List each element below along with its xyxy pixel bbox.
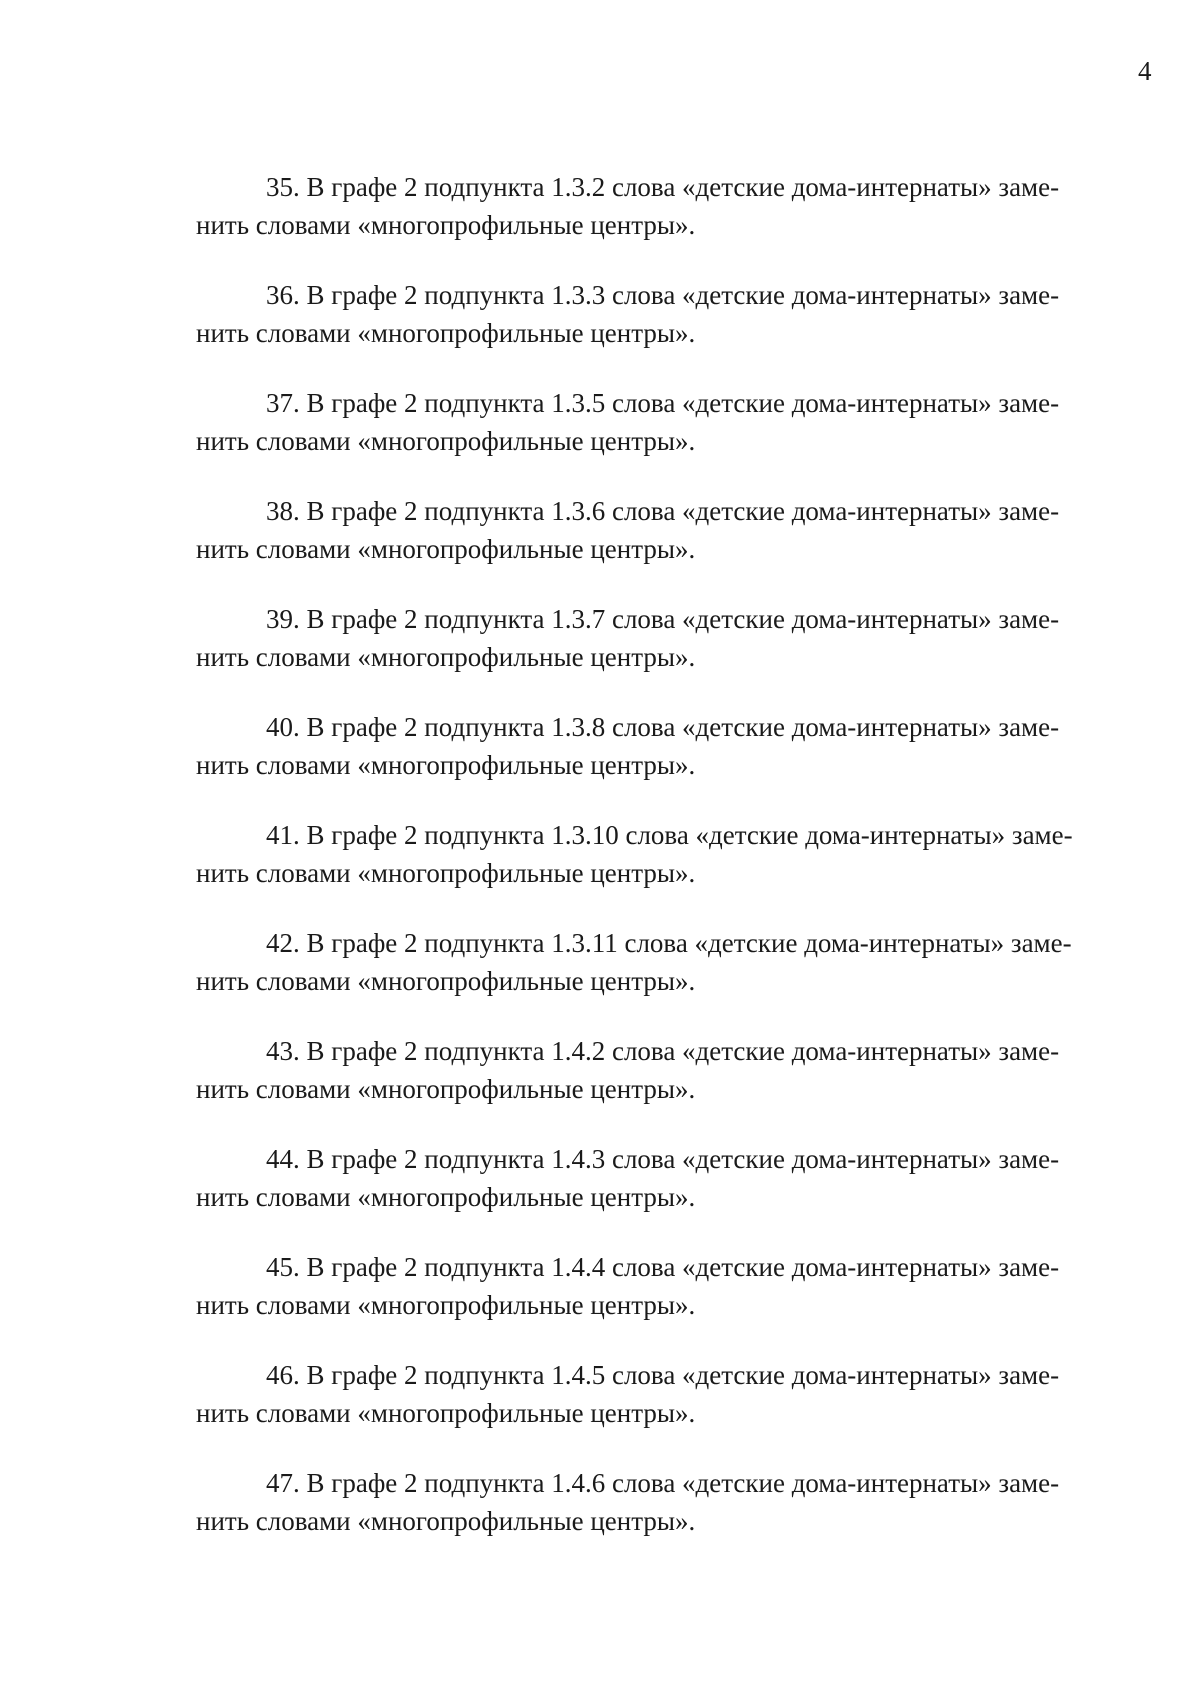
paragraph-item-44 — [196, 1140, 1126, 1248]
paragraph-line: нить словами «многопрофильные центры». — [196, 1074, 696, 1104]
paragraph-item-47 — [196, 1464, 1126, 1572]
paragraph-line: 42. В графе 2 подпункта 1.3.11 слова «детские дома-интернаты» заме- — [266, 928, 1072, 958]
paragraph-line: 36. В графе 2 подпункта 1.3.3 слова «детские дома-интернаты» заме- — [266, 280, 1060, 310]
paragraph-item-42 — [196, 924, 1126, 1032]
paragraph-line: нить словами «многопрофильные центры». — [196, 750, 696, 780]
paragraph-item-40 — [196, 708, 1126, 816]
paragraph-line: нить словами «многопрофильные центры». — [196, 210, 696, 240]
paragraph-line: нить словами «многопрофильные центры». — [196, 642, 696, 672]
document-body — [196, 168, 1126, 1572]
paragraph-line: нить словами «многопрофильные центры». — [196, 318, 696, 348]
paragraph-item-39 — [196, 600, 1126, 708]
page-number: 4 — [1138, 56, 1152, 86]
paragraph-line: нить словами «многопрофильные центры». — [196, 966, 696, 996]
paragraph-line: нить словами «многопрофильные центры». — [196, 1182, 696, 1212]
paragraph-item-41 — [196, 816, 1126, 924]
paragraph-item-36 — [196, 276, 1126, 384]
paragraph-line: нить словами «многопрофильные центры». — [196, 858, 696, 888]
paragraph-line: 40. В графе 2 подпункта 1.3.8 слова «детские дома-интернаты» заме- — [266, 712, 1060, 742]
paragraph-item-37 — [196, 384, 1126, 492]
paragraph-line: нить словами «многопрофильные центры». — [196, 426, 696, 456]
paragraph-line: 45. В графе 2 подпункта 1.4.4 слова «детские дома-интернаты» заме- — [266, 1252, 1060, 1282]
paragraph-line: 38. В графе 2 подпункта 1.3.6 слова «детские дома-интернаты» заме- — [266, 496, 1060, 526]
paragraph-item-43 — [196, 1032, 1126, 1140]
paragraph-line: 35. В графе 2 подпункта 1.3.2 слова «детские дома-интернаты» заме- — [266, 172, 1060, 202]
paragraph-line: нить словами «многопрофильные центры». — [196, 1506, 696, 1536]
paragraph-line: 44. В графе 2 подпункта 1.4.3 слова «детские дома-интернаты» заме- — [266, 1144, 1060, 1174]
paragraph-line: 46. В графе 2 подпункта 1.4.5 слова «детские дома-интернаты» заме- — [266, 1360, 1060, 1390]
paragraph-line: 39. В графе 2 подпункта 1.3.7 слова «детские дома-интернаты» заме- — [266, 604, 1060, 634]
paragraph-line: нить словами «многопрофильные центры». — [196, 1398, 696, 1428]
paragraph-line: 41. В графе 2 подпункта 1.3.10 слова «детские дома-интернаты» заме- — [266, 820, 1073, 850]
paragraph-line: нить словами «многопрофильные центры». — [196, 534, 696, 564]
paragraph-item-38 — [196, 492, 1126, 600]
paragraph-line: 47. В графе 2 подпункта 1.4.6 слова «детские дома-интернаты» заме- — [266, 1468, 1060, 1498]
paragraph-line: нить словами «многопрофильные центры». — [196, 1290, 696, 1320]
paragraph-item-46 — [196, 1356, 1126, 1464]
paragraph-item-35 — [196, 168, 1126, 276]
paragraph-item-45 — [196, 1248, 1126, 1356]
paragraph-line: 37. В графе 2 подпункта 1.3.5 слова «детские дома-интернаты» заме- — [266, 388, 1060, 418]
paragraph-line: 43. В графе 2 подпункта 1.4.2 слова «детские дома-интернаты» заме- — [266, 1036, 1060, 1066]
